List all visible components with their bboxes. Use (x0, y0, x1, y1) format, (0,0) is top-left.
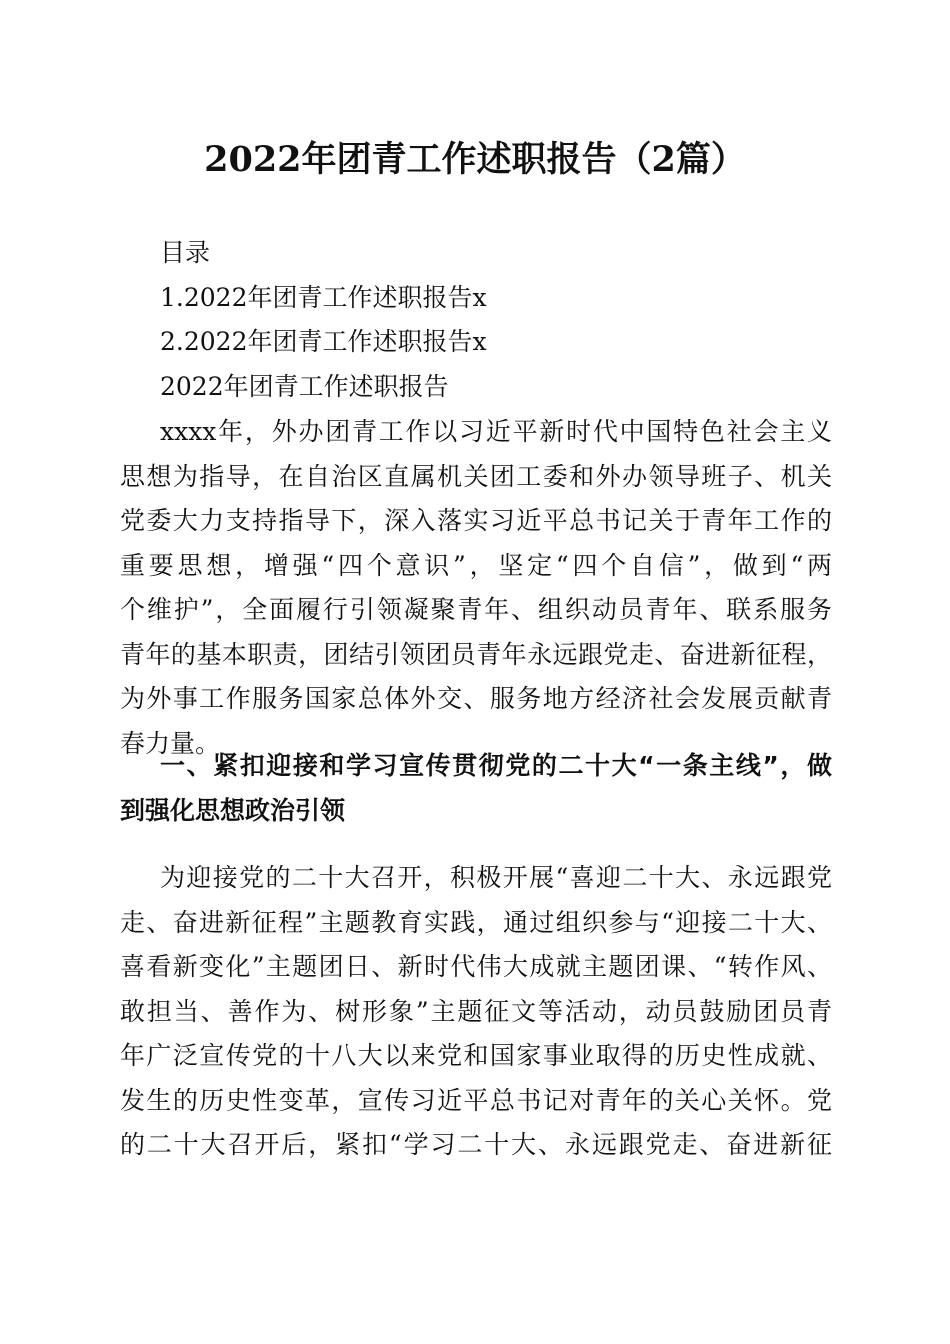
toc-item-2[interactable]: 2.2022年团青工作述职报告x (160, 327, 487, 356)
paragraph-line: 发生的历史性变革，宣传习近平总书记对青年的关心关怀。党 (120, 1085, 832, 1115)
paragraph-line: 喜看新变化”主题团日、新时代伟大成就主题团课、“转作风、 (120, 952, 832, 981)
section-heading-1 (120, 744, 832, 833)
heading-line: 到强化思想政治引领 (120, 795, 346, 825)
heading-line: 一、紧扣迎接和学习宣传贯彻党的二十大“一条主线”，做 (160, 751, 832, 780)
section-title: 2022年团青工作述职报告 (160, 371, 449, 401)
paragraph-line: 的二十大召开后，紧扣“学习二十大、永远跟党走、奋进新征 (120, 1130, 832, 1159)
paragraph-intro (120, 410, 832, 766)
paragraph-line: 重要思想，增强“四个意识”，坚定“四个自信”，做到“两 (120, 550, 832, 580)
paragraph-section-1 (120, 856, 832, 1168)
toc-item-1[interactable]: 1.2022年团青工作述职报告x (160, 282, 487, 312)
paragraph-line: 敢担当、善作为、树形象”主题征文等活动，动员鼓励团员青 (120, 996, 832, 1026)
paragraph-line: 党委大力支持指导下，深入落实习近平总书记关于青年工作的 (120, 506, 832, 535)
table-of-contents (120, 231, 832, 409)
paragraph-line: 春力量。 (120, 728, 221, 758)
document-title: 2022年团青工作述职报告（2篇） (204, 139, 746, 180)
paragraph-line: 青年的基本职责，团结引领团员青年永远跟党走、奋进新征程， (120, 639, 832, 669)
paragraph-line: 为迎接党的二十大召开，积极开展“喜迎二十大、永远跟党 (160, 863, 832, 892)
paragraph-line: 走、奋进新征程”主题教育实践，通过组织参与“迎接二十大、 (120, 907, 832, 937)
paragraph-line: 为外事工作服务国家总体外交、服务地方经济社会发展贡献青 (120, 684, 832, 713)
paragraph-line: 年广泛宣传党的十八大以来党和国家事业取得的历史性成就、 (120, 1041, 832, 1070)
paragraph-line: 思想为指导，在自治区直属机关团工委和外办领导班子、机关 (120, 461, 832, 491)
paragraph-line: 个维护”，全面履行引领凝聚青年、组织动员青年、联系服务 (120, 595, 832, 624)
toc-label: 目录 (160, 238, 211, 267)
paragraph-line: xxxx年，外办团青工作以习近平新时代中国特色社会主义 (160, 417, 832, 446)
